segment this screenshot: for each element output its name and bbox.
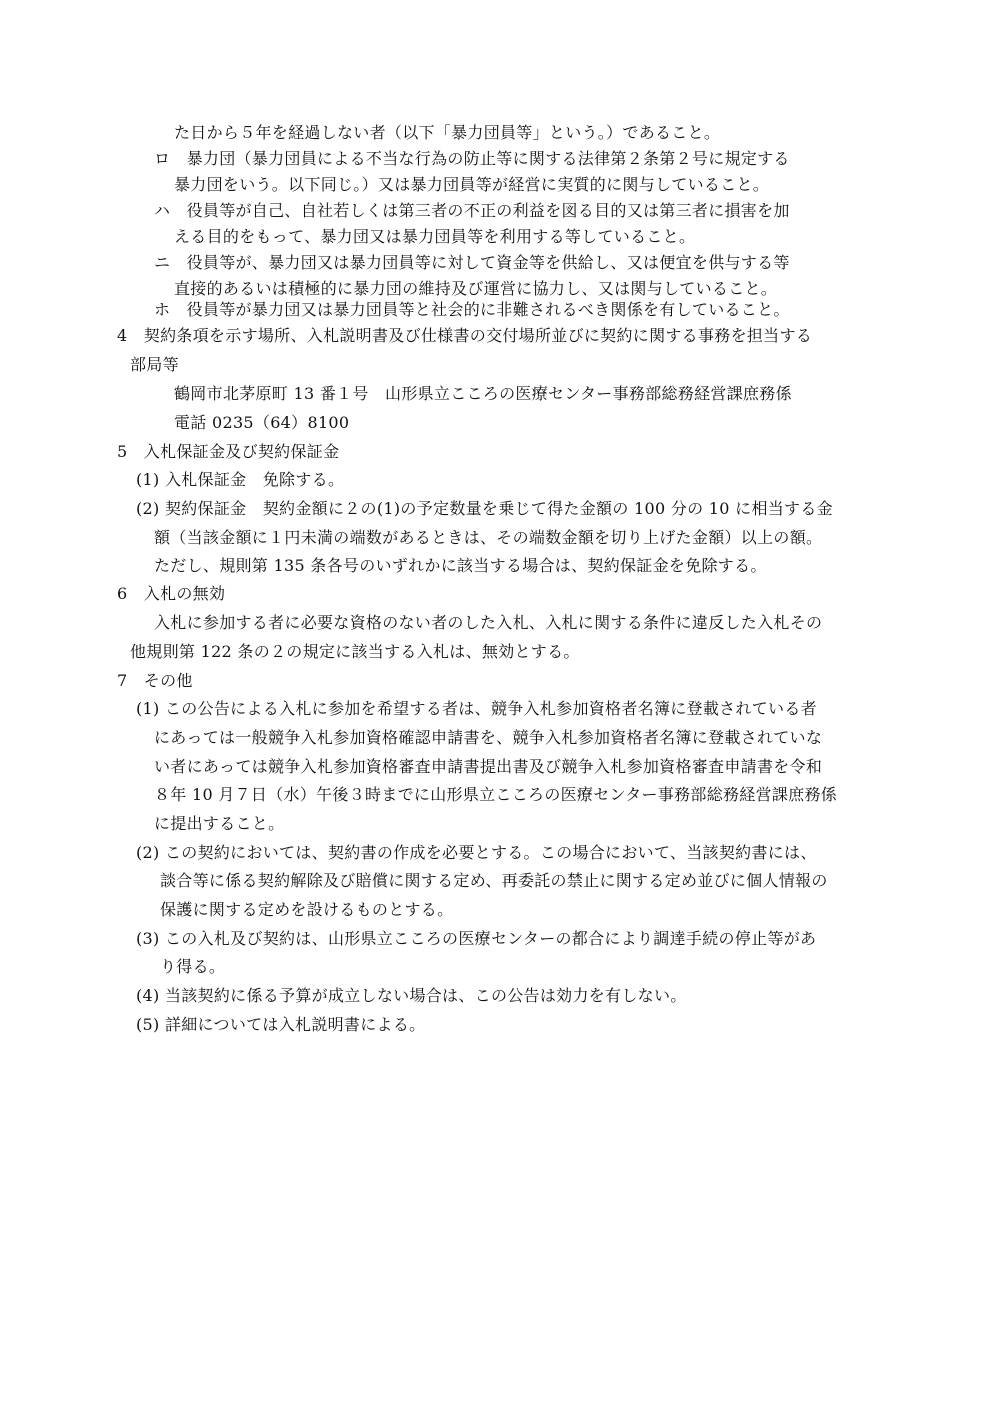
text-line: に提出すること。 (154, 814, 285, 833)
text-line: た日から５年を経過しない者（以下「暴力団員等」という。）であること。 (174, 123, 721, 142)
list-item-5-1: (1) 入札保証金 免除する。 (136, 470, 345, 489)
text-line: り得る。 (160, 957, 226, 976)
text-line: い者にあっては競争入札参加資格審査申請書提出書及び競争入札参加資格審査申請書を令和 (154, 757, 823, 776)
list-item-ho: ホ 役員等が暴力団又は暴力団員等と社会的に非難されるべき関係を有していること。 (154, 300, 790, 319)
list-item-7-1: (1) この公告による入札に参加を希望する者は、競争入札参加資格者名簿に登載されている者 (136, 699, 817, 718)
list-item-7-5: (5) 詳細については入札説明書による。 (136, 1015, 426, 1034)
section-heading-5: 5 入札保証金及び契約保証金 (117, 442, 340, 461)
text-line: ８年 10 月７日（水）午後３時までに山形県立こころの医療センター事務部総務経営課庶務係 (154, 785, 838, 804)
text-line: にあっては一般競争入札参加資格確認申請書を、競争入札参加資格者名簿に登載されていな (154, 728, 823, 747)
list-item-7-2: (2) この契約においては、契約書の作成を必要とする。この場合において、当該契約書には、 (136, 843, 817, 862)
text-line: 談合等に係る契約解除及び賠償に関する定め、再委託の禁止に関する定め並びに個人情報の (160, 871, 828, 890)
text-line: える目的をもって、暴力団又は暴力団員等を利用する等していること。 (174, 227, 696, 246)
list-item-ha: ハ 役員等が自己、自社若しくは第三者の不正の利益を図る目的又は第三者に損害を加 (154, 201, 790, 220)
phone-line: 電話 0235（64）8100 (174, 413, 350, 432)
section-heading-4: 4 契約条項を示す場所、入札説明書及び仕様書の交付場所並びに契約に関する事務を担当する (117, 326, 813, 345)
text-line: 他規則第 122 条の２の規定に該当する入札は、無効とする。 (130, 642, 580, 661)
text-line: 保護に関する定めを設けるものとする。 (160, 900, 454, 919)
list-item-ni: ニ 役員等が、暴力団又は暴力団員等に対して資金等を供給し、又は便宜を供与する等 (154, 253, 790, 272)
text-line: 入札に参加する者に必要な資格のない者のした入札、入札に関する条件に違反した入札その (154, 613, 823, 632)
text-line: 部局等 (130, 355, 179, 374)
list-item-5-2: (2) 契約保証金 契約金額に２の(1)の予定数量を乗じて得た金額の 100 分の 10 に相当する金 (136, 499, 833, 518)
text-line: 額（当該金額に１円未満の端数があるときは、その端数金額を切り上げた金額）以上の額。 (154, 528, 823, 547)
list-item-7-3: (3) この入札及び契約は、山形県立こころの医療センターの都合により調達手続の停止等があ (136, 929, 817, 948)
list-item-7-4: (4) 当該契約に係る予算が成立しない場合は、この公告は効力を有しない。 (136, 986, 687, 1005)
text-line: 直接的あるいは積極的に暴力団の維持及び運営に協力し、又は関与していること。 (174, 279, 778, 298)
text-line: ただし、規則第 135 条各号のいずれかに該当する場合は、契約保証金を免除する。 (154, 556, 767, 575)
text-line: 暴力団をいう。以下同じ。）又は暴力団員等が経営に実質的に関与していること。 (174, 175, 770, 194)
section-heading-6: 6 入札の無効 (117, 584, 226, 603)
section-heading-7: 7 その他 (117, 671, 193, 690)
list-item-ro: ロ 暴力団（暴力団員による不当な行為の防止等に関する法律第２条第２号に規定する (154, 149, 790, 168)
address-line: 鶴岡市北茅原町 13 番１号 山形県立こころの医療センター事務部総務経営課庶務係 (174, 384, 792, 403)
